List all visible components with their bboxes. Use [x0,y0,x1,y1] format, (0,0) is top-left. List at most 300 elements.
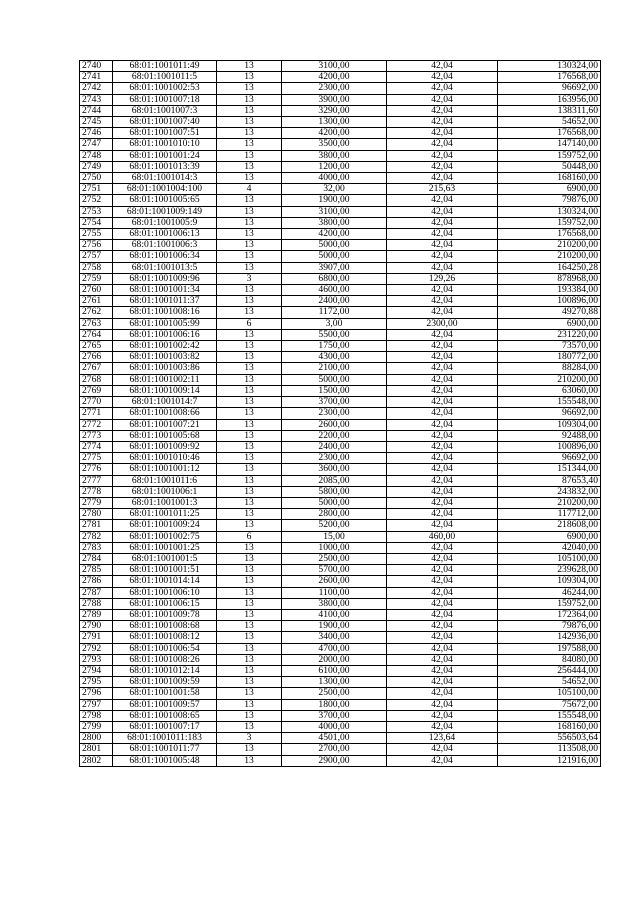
cadastral-number-cell: 68:01:1001011:5 [113,72,217,83]
table-row [80,755,601,766]
rate-cell: 42,04 [387,150,498,161]
area-cell: 4200,00 [282,229,387,240]
table-row [80,94,601,105]
row-number-cell: 2756 [80,240,113,251]
row-number-cell: 2747 [80,139,113,150]
row-number-cell: 2778 [80,486,113,497]
value-cell: 256444,00 [498,665,601,676]
cadastral-number-cell: 68:01:1001013:39 [113,161,217,172]
cadastral-number-cell: 68:01:1001009:24 [113,520,217,531]
table-row [80,105,601,116]
row-number-cell: 2741 [80,72,113,83]
row-number-cell: 2742 [80,83,113,94]
cadastral-number-cell: 68:01:1001002:11 [113,374,217,385]
table-row [80,598,601,609]
cadastral-number-cell: 68:01:1001010:46 [113,453,217,464]
row-number-cell: 2791 [80,632,113,643]
area-cell: 3600,00 [282,464,387,475]
area-cell: 2100,00 [282,363,387,374]
category-cell: 13 [217,632,282,643]
cadastral-number-cell: 68:01:1001001:5 [113,553,217,564]
rate-cell: 215,63 [387,184,498,195]
value-cell: 556503,64 [498,733,601,744]
category-cell: 13 [217,643,282,654]
table-row [80,665,601,676]
rate-cell: 42,04 [387,128,498,139]
row-number-cell: 2773 [80,430,113,441]
row-number-cell: 2784 [80,553,113,564]
rate-cell: 42,04 [387,385,498,396]
rate-cell: 42,04 [387,699,498,710]
table-row [80,206,601,217]
area-cell: 4000,00 [282,721,387,732]
row-number-cell: 2753 [80,206,113,217]
area-cell: 3290,00 [282,105,387,116]
value-cell: 54652,00 [498,117,601,128]
table-row [80,61,601,72]
category-cell: 13 [217,721,282,732]
rate-cell: 42,04 [387,453,498,464]
rate-cell: 42,04 [387,285,498,296]
category-cell: 13 [217,72,282,83]
cadastral-number-cell: 68:01:1001003:82 [113,352,217,363]
category-cell: 4 [217,184,282,195]
row-number-cell: 2793 [80,654,113,665]
cadastral-number-cell: 68:01:1001009:57 [113,699,217,710]
table-row [80,318,601,329]
row-number-cell: 2796 [80,688,113,699]
cadastral-number-cell: 68:01:1001009:149 [113,206,217,217]
cadastral-number-cell: 68:01:1001011:49 [113,61,217,72]
row-number-cell: 2777 [80,475,113,486]
row-number-cell: 2760 [80,285,113,296]
area-cell: 6100,00 [282,665,387,676]
value-cell: 180772,00 [498,352,601,363]
row-number-cell: 2746 [80,128,113,139]
row-number-cell: 2790 [80,621,113,632]
rate-cell: 42,04 [387,643,498,654]
category-cell: 13 [217,453,282,464]
rate-cell: 42,04 [387,105,498,116]
table-row [80,273,601,284]
rate-cell: 42,04 [387,688,498,699]
table-row [80,329,601,340]
cadastral-number-cell: 68:01:1001005:9 [113,217,217,228]
value-cell: 176568,00 [498,128,601,139]
rate-cell: 42,04 [387,542,498,553]
value-cell: 96692,00 [498,408,601,419]
value-cell: 210200,00 [498,251,601,262]
cadastral-number-cell: 68:01:1001002:53 [113,83,217,94]
category-cell: 13 [217,83,282,94]
row-number-cell: 2768 [80,374,113,385]
cadastral-number-cell: 68:01:1001011:25 [113,509,217,520]
area-cell: 3900,00 [282,94,387,105]
category-cell: 13 [217,755,282,766]
rate-cell: 42,04 [387,419,498,430]
row-number-cell: 2751 [80,184,113,195]
row-number-cell: 2785 [80,565,113,576]
cadastral-number-cell: 68:01:1001009:96 [113,273,217,284]
value-cell: 130324,00 [498,61,601,72]
cadastral-number-cell: 68:01:1001010:10 [113,139,217,150]
row-number-cell: 2757 [80,251,113,262]
cadastral-number-cell: 68:01:1001011:6 [113,475,217,486]
rate-cell: 42,04 [387,497,498,508]
area-cell: 3800,00 [282,598,387,609]
value-cell: 159752,00 [498,150,601,161]
table-row [80,587,601,598]
category-cell: 6 [217,531,282,542]
table-row [80,161,601,172]
value-cell: 163956,00 [498,94,601,105]
value-cell: 109304,00 [498,576,601,587]
area-cell: 4600,00 [282,285,387,296]
cadastral-number-cell: 68:01:1001008:66 [113,408,217,419]
rate-cell: 42,04 [387,397,498,408]
row-number-cell: 2767 [80,363,113,374]
table-row [80,341,601,352]
row-number-cell: 2761 [80,296,113,307]
table-row [80,654,601,665]
category-cell: 13 [217,61,282,72]
category-cell: 13 [217,251,282,262]
value-cell: 84080,00 [498,654,601,665]
area-cell: 3,00 [282,318,387,329]
area-cell: 5800,00 [282,486,387,497]
value-cell: 96692,00 [498,453,601,464]
area-cell: 1300,00 [282,117,387,128]
area-cell: 4200,00 [282,72,387,83]
table-row [80,453,601,464]
table-row [80,688,601,699]
table-row [80,385,601,396]
table-row [80,408,601,419]
area-cell: 32,00 [282,184,387,195]
value-cell: 113508,00 [498,744,601,755]
category-cell: 13 [217,94,282,105]
value-cell: 210200,00 [498,240,601,251]
category-cell: 13 [217,441,282,452]
area-cell: 1100,00 [282,587,387,598]
area-cell: 4000,00 [282,173,387,184]
area-cell: 3907,00 [282,262,387,273]
category-cell: 13 [217,688,282,699]
rate-cell: 42,04 [387,486,498,497]
data-table [79,60,601,767]
row-number-cell: 2763 [80,318,113,329]
row-number-cell: 2772 [80,419,113,430]
category-cell: 13 [217,374,282,385]
cadastral-number-cell: 68:01:1001006:1 [113,486,217,497]
category-cell: 13 [217,744,282,755]
value-cell: 172364,00 [498,609,601,620]
area-cell: 4200,00 [282,128,387,139]
table-row [80,475,601,486]
row-number-cell: 2779 [80,497,113,508]
table-row [80,307,601,318]
value-cell: 79876,00 [498,195,601,206]
rate-cell: 42,04 [387,262,498,273]
rate-cell: 42,04 [387,195,498,206]
value-cell: 142936,00 [498,632,601,643]
category-cell: 13 [217,385,282,396]
rate-cell: 42,04 [387,598,498,609]
area-cell: 1000,00 [282,542,387,553]
area-cell: 5500,00 [282,329,387,340]
table-row [80,430,601,441]
cadastral-number-cell: 68:01:1001014:3 [113,173,217,184]
rate-cell: 129,26 [387,273,498,284]
value-cell: 75672,00 [498,699,601,710]
value-cell: 176568,00 [498,72,601,83]
category-cell: 13 [217,699,282,710]
category-cell: 13 [217,587,282,598]
rate-cell: 42,04 [387,240,498,251]
rate-cell: 42,04 [387,352,498,363]
row-number-cell: 2798 [80,710,113,721]
table-row [80,139,601,150]
table-row [80,296,601,307]
area-cell: 2600,00 [282,576,387,587]
value-cell: 117712,00 [498,509,601,520]
rate-cell: 42,04 [387,441,498,452]
area-cell: 2000,00 [282,654,387,665]
category-cell: 13 [217,654,282,665]
area-cell: 2200,00 [282,430,387,441]
rate-cell: 42,04 [387,464,498,475]
row-number-cell: 2755 [80,229,113,240]
area-cell: 3800,00 [282,217,387,228]
table-row [80,576,601,587]
rate-cell: 42,04 [387,475,498,486]
area-cell: 4100,00 [282,609,387,620]
value-cell: 210200,00 [498,497,601,508]
value-cell: 50448,00 [498,161,601,172]
cadastral-number-cell: 68:01:1001012:14 [113,665,217,676]
rate-cell: 42,04 [387,61,498,72]
cadastral-number-cell: 68:01:1001006:13 [113,229,217,240]
table-row [80,285,601,296]
rate-cell: 42,04 [387,509,498,520]
area-cell: 1750,00 [282,341,387,352]
row-number-cell: 2743 [80,94,113,105]
row-number-cell: 2774 [80,441,113,452]
table-row [80,397,601,408]
value-cell: 239628,00 [498,565,601,576]
rate-cell: 42,04 [387,206,498,217]
value-cell: 96692,00 [498,83,601,94]
cadastral-number-cell: 68:01:1001002:42 [113,341,217,352]
value-cell: 176568,00 [498,229,601,240]
category-cell: 13 [217,621,282,632]
area-cell: 2900,00 [282,755,387,766]
area-cell: 3700,00 [282,710,387,721]
cadastral-number-cell: 68:01:1001003:86 [113,363,217,374]
table-row [80,609,601,620]
cadastral-number-cell: 68:01:1001008:68 [113,621,217,632]
value-cell: 231220,00 [498,329,601,340]
area-cell: 2300,00 [282,83,387,94]
table-row [80,419,601,430]
area-cell: 3100,00 [282,206,387,217]
area-cell: 5000,00 [282,374,387,385]
cadastral-number-cell: 68:01:1001014:14 [113,576,217,587]
category-cell: 3 [217,273,282,284]
category-cell: 13 [217,598,282,609]
value-cell: 197588,00 [498,643,601,654]
rate-cell: 42,04 [387,621,498,632]
table-row [80,128,601,139]
cadastral-number-cell: 68:01:1001002:75 [113,531,217,542]
cadastral-number-cell: 68:01:1001007:40 [113,117,217,128]
row-number-cell: 2792 [80,643,113,654]
cadastral-number-cell: 68:01:1001006:34 [113,251,217,262]
cadastral-number-cell: 68:01:1001006:15 [113,598,217,609]
area-cell: 1800,00 [282,699,387,710]
area-cell: 1500,00 [282,385,387,396]
rate-cell: 42,04 [387,677,498,688]
row-number-cell: 2780 [80,509,113,520]
cadastral-number-cell: 68:01:1001006:10 [113,587,217,598]
category-cell: 13 [217,363,282,374]
value-cell: 109304,00 [498,419,601,430]
cadastral-number-cell: 68:01:1001011:37 [113,296,217,307]
row-number-cell: 2800 [80,733,113,744]
row-number-cell: 2752 [80,195,113,206]
table-row [80,542,601,553]
cadastral-number-cell: 68:01:1001001:24 [113,150,217,161]
category-cell: 13 [217,677,282,688]
value-cell: 121916,00 [498,755,601,766]
rate-cell: 42,04 [387,217,498,228]
table-row [80,643,601,654]
cadastral-number-cell: 68:01:1001005:68 [113,430,217,441]
row-number-cell: 2782 [80,531,113,542]
area-cell: 2500,00 [282,553,387,564]
rate-cell: 42,04 [387,139,498,150]
table-row [80,744,601,755]
rate-cell: 42,04 [387,161,498,172]
row-number-cell: 2787 [80,587,113,598]
row-number-cell: 2797 [80,699,113,710]
area-cell: 5000,00 [282,251,387,262]
value-cell: 54652,00 [498,677,601,688]
value-cell: 105100,00 [498,688,601,699]
value-cell: 73570,00 [498,341,601,352]
rate-cell: 42,04 [387,665,498,676]
rate-cell: 42,04 [387,374,498,385]
cadastral-number-cell: 68:01:1001007:17 [113,721,217,732]
table-row [80,632,601,643]
cadastral-number-cell: 68:01:1001001:3 [113,497,217,508]
row-number-cell: 2759 [80,273,113,284]
area-cell: 4700,00 [282,643,387,654]
rate-cell: 42,04 [387,363,498,374]
row-number-cell: 2766 [80,352,113,363]
area-cell: 4300,00 [282,352,387,363]
table-row [80,184,601,195]
table-row [80,72,601,83]
value-cell: 100896,00 [498,441,601,452]
value-cell: 92488,00 [498,430,601,441]
category-cell: 13 [217,553,282,564]
cadastral-number-cell: 68:01:1001008:12 [113,632,217,643]
row-number-cell: 2776 [80,464,113,475]
row-number-cell: 2802 [80,755,113,766]
rate-cell: 42,04 [387,329,498,340]
rate-cell: 42,04 [387,430,498,441]
area-cell: 2400,00 [282,441,387,452]
rate-cell: 42,04 [387,721,498,732]
value-cell: 155548,00 [498,710,601,721]
rate-cell: 42,04 [387,520,498,531]
rate-cell: 42,04 [387,72,498,83]
rate-cell: 42,04 [387,229,498,240]
area-cell: 2085,00 [282,475,387,486]
table-row [80,441,601,452]
category-cell: 13 [217,464,282,475]
category-cell: 13 [217,520,282,531]
table-row [80,733,601,744]
table-row [80,150,601,161]
category-cell: 13 [217,509,282,520]
category-cell: 13 [217,565,282,576]
row-number-cell: 2789 [80,609,113,620]
category-cell: 13 [217,173,282,184]
value-cell: 105100,00 [498,553,601,564]
area-cell: 1172,00 [282,307,387,318]
value-cell: 6900,00 [498,184,601,195]
table-row [80,497,601,508]
cadastral-number-cell: 68:01:1001008:16 [113,307,217,318]
value-cell: 46244,00 [498,587,601,598]
category-cell: 13 [217,710,282,721]
value-cell: 100896,00 [498,296,601,307]
table-row [80,229,601,240]
area-cell: 5200,00 [282,520,387,531]
cadastral-number-cell: 68:01:1001001:34 [113,285,217,296]
row-number-cell: 2786 [80,576,113,587]
rate-cell: 42,04 [387,576,498,587]
row-number-cell: 2740 [80,61,113,72]
value-cell: 130324,00 [498,206,601,217]
area-cell: 2500,00 [282,688,387,699]
category-cell: 6 [217,318,282,329]
area-cell: 2800,00 [282,509,387,520]
row-number-cell: 2765 [80,341,113,352]
value-cell: 218608,00 [498,520,601,531]
table-row [80,352,601,363]
data-table-body [80,61,601,767]
area-cell: 3500,00 [282,139,387,150]
rate-cell: 42,04 [387,654,498,665]
value-cell: 6900,00 [498,318,601,329]
rate-cell: 42,04 [387,251,498,262]
area-cell: 1200,00 [282,161,387,172]
area-cell: 2600,00 [282,419,387,430]
table-row [80,363,601,374]
rate-cell: 42,04 [387,755,498,766]
value-cell: 138311,60 [498,105,601,116]
row-number-cell: 2795 [80,677,113,688]
row-number-cell: 2794 [80,665,113,676]
category-cell: 13 [217,397,282,408]
cadastral-number-cell: 68:01:1001009:78 [113,609,217,620]
area-cell: 15,00 [282,531,387,542]
value-cell: 151344,00 [498,464,601,475]
category-cell: 13 [217,329,282,340]
